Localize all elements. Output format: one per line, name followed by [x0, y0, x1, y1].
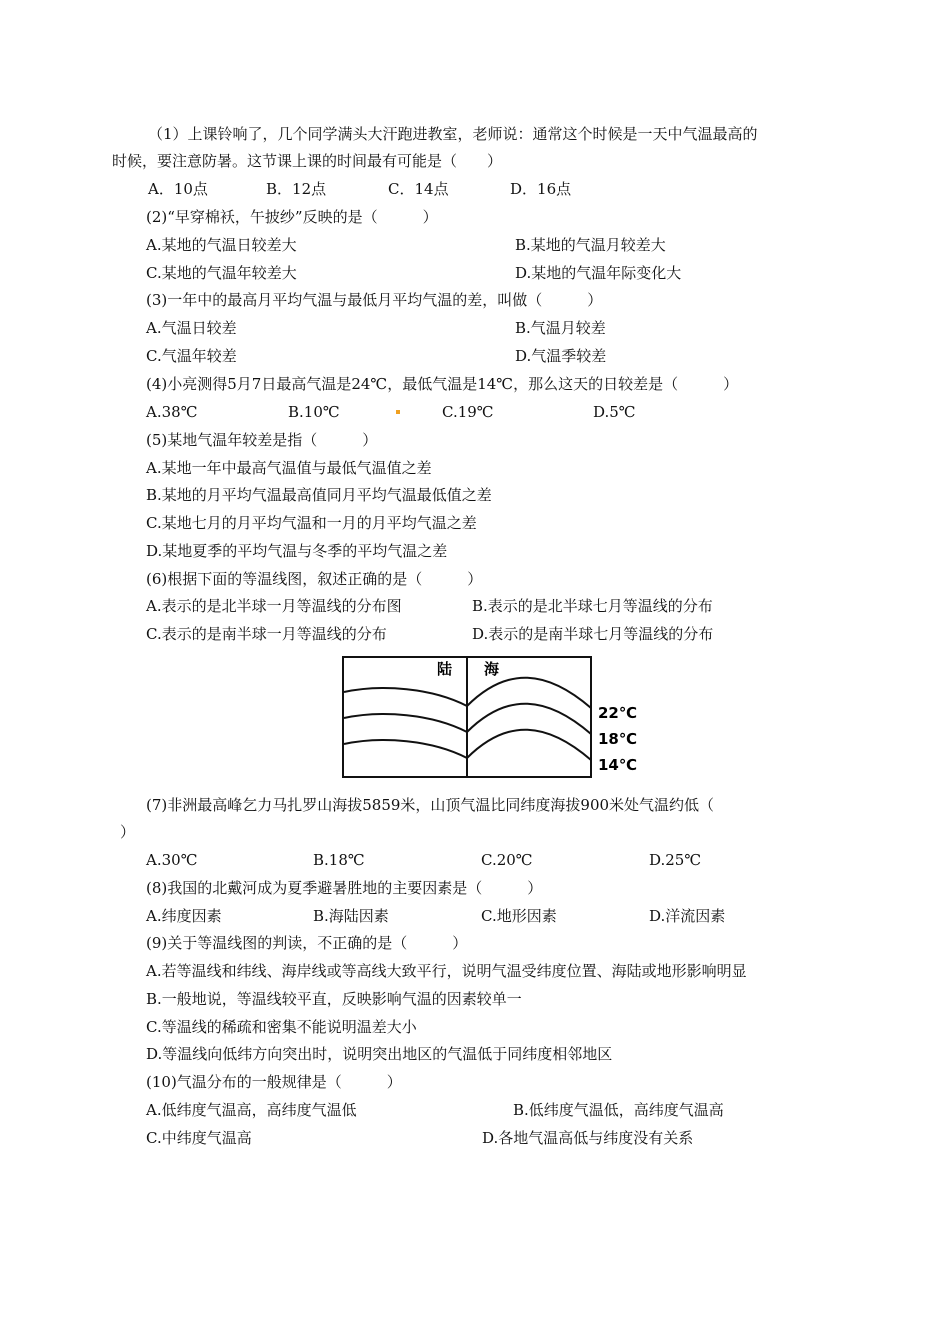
sea-label: 海 — [484, 660, 500, 678]
q10-option-a: A.低纬度气温高，高纬度气温低 — [146, 1101, 357, 1119]
q6-option-c: C.表示的是南半球一月等温线的分布 — [146, 625, 387, 643]
isotherm-label-22: 22℃ — [598, 704, 638, 722]
q6-stem: (6)根据下面的等温线图，叙述正确的是（ ） — [146, 570, 483, 588]
isotherm-label-18: 18℃ — [598, 730, 638, 748]
q6-option-d: D.表示的是南半球七月等温线的分布 — [472, 625, 714, 643]
q7-stem-line2: ） — [120, 823, 136, 841]
q9-option-b: B.一般地说，等温线较平直，反映影响气温的因素较单一 — [146, 990, 522, 1008]
q8-option-a: A.纬度因素 — [146, 907, 222, 925]
q4-option-c: C.19℃ — [442, 403, 494, 421]
q5-option-a: A.某地一年中最高气温值与最低气温值之差 — [146, 459, 432, 477]
q10-stem: (10)气温分布的一般规律是（ ） — [146, 1073, 402, 1091]
q1-option-a: A．10点 — [148, 180, 208, 198]
q5-option-b: B.某地的月平均气温最高值同月平均气温最低值之差 — [146, 486, 492, 504]
q4-option-b: B.10℃ — [288, 403, 340, 421]
q8-option-d: D.洋流因素 — [649, 907, 726, 925]
q1-stem-line1: （1）上课铃响了，几个同学满头大汗跑进教室，老师说：通常这个时候是一天中气温最高的 — [148, 125, 758, 143]
q1-option-d: D．16点 — [510, 180, 572, 198]
isotherm-land-22 — [344, 688, 467, 706]
q10-option-d: D.各地气温高低与纬度没有关系 — [482, 1129, 694, 1147]
q1-option-c: C．14点 — [388, 180, 449, 198]
q9-option-c: C.等温线的稀疏和密集不能说明温差大小 — [146, 1018, 417, 1036]
q2-option-c: C.某地的气温年较差大 — [146, 264, 297, 282]
isotherm-diagram — [342, 656, 642, 780]
isotherm-land-14 — [344, 740, 467, 758]
q6-option-a: A.表示的是北半球一月等温线的分布图 — [146, 597, 402, 615]
q8-option-c: C.地形因素 — [481, 907, 557, 925]
q3-stem: (3)一年中的最高月平均气温与最低月平均气温的差，叫做（ ） — [146, 291, 603, 309]
q10-option-b: B.低纬度气温低，高纬度气温高 — [513, 1101, 724, 1119]
q5-stem: (5)某地气温年较差是指（ ） — [146, 431, 378, 449]
q10-option-c: C.中纬度气温高 — [146, 1129, 252, 1147]
q5-option-d: D.某地夏季的平均气温与冬季的平均气温之差 — [146, 542, 448, 560]
q7-option-d: D.25℃ — [649, 851, 702, 869]
q3-option-b: B.气温月较差 — [515, 319, 606, 337]
q2-option-a: A.某地的气温日较差大 — [146, 236, 297, 254]
q4-option-a: A.38℃ — [146, 403, 198, 421]
q9-stem: (9)关于等温线图的判读，不正确的是（ ） — [146, 934, 468, 952]
q4-option-d: D.5℃ — [593, 403, 636, 421]
q6-option-b: B.表示的是北半球七月等温线的分布 — [472, 597, 713, 615]
isotherm-figure — [342, 656, 642, 780]
q8-stem: (8)我国的北戴河成为夏季避暑胜地的主要因素是（ ） — [146, 879, 543, 897]
q1-option-b: B．12点 — [266, 180, 327, 198]
q3-option-d: D.气温季较差 — [515, 347, 607, 365]
q8-option-b: B.海陆因素 — [313, 907, 389, 925]
q7-option-a: A.30℃ — [146, 851, 198, 869]
q9-option-a: A.若等温线和纬线、海岸线或等高线大致平行，说明气温受纬度位置、海陆或地形影响明显 — [146, 962, 747, 980]
q7-stem-line1: (7)非洲最高峰乞力马扎罗山海拔5859米，山顶气温比同纬度海拔900米处气温约低（ — [146, 796, 715, 814]
isotherm-label-14: 14℃ — [598, 756, 638, 774]
q5-option-c: C.某地七月的月平均气温和一月的月平均气温之差 — [146, 514, 477, 532]
q2-option-b: B.某地的气温月较差大 — [515, 236, 666, 254]
q4-stem: (4)小亮测得5月7日最高气温是24℃，最低气温是14℃，那么这天的日较差是（ ） — [146, 375, 739, 393]
q7-option-b: B.18℃ — [313, 851, 365, 869]
q7-option-c: C.20℃ — [481, 851, 533, 869]
q3-option-c: C.气温年较差 — [146, 347, 237, 365]
isotherm-land-18 — [344, 714, 467, 732]
stray-mark — [396, 410, 400, 414]
q2-option-d: D.某地的气温年际变化大 — [515, 264, 682, 282]
q1-stem-line2: 时候，要注意防暑。这节课上课的时间最有可能是（ ） — [112, 152, 503, 170]
q3-option-a: A.气温日较差 — [146, 319, 237, 337]
isotherm-sea-14 — [467, 730, 591, 760]
q2-stem: (2)“早穿棉袄，午披纱”反映的是（ ） — [146, 208, 438, 226]
q9-option-d: D.等温线向低纬方向突出时，说明突出地区的气温低于同纬度相邻地区 — [146, 1045, 613, 1063]
land-label: 陆 — [437, 660, 453, 678]
